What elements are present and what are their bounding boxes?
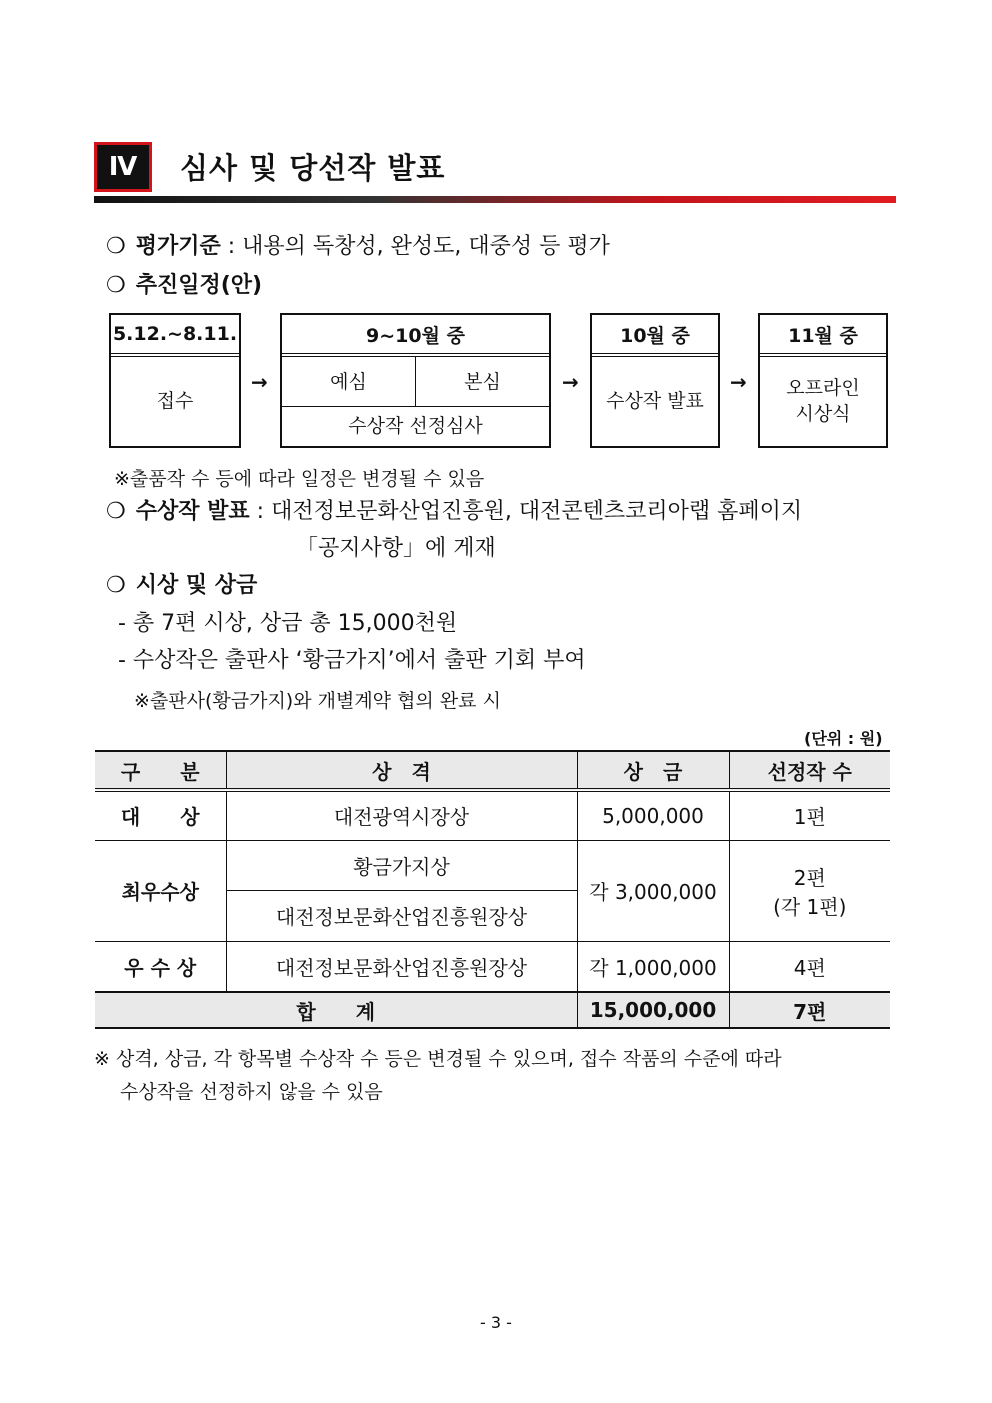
footnote-line2: 수상작을 선정하지 않을 수 있음 [120, 1081, 383, 1103]
header-prize: 상 금 [577, 751, 729, 790]
announcement-separator: : [249, 499, 272, 524]
preliminary-review: 예심 [282, 357, 416, 406]
step-date: 9~10월 중 [282, 315, 549, 357]
review-stages [282, 357, 549, 407]
schedule-step-ceremony [758, 313, 888, 448]
bullet-circle-icon: ❍ [106, 573, 126, 598]
row-prize: 5,000,000 [577, 790, 729, 840]
step-text [760, 357, 886, 444]
arrow-right-icon: → [730, 370, 747, 394]
announcement-label: 수상작 발표 [135, 499, 250, 524]
announcement-line2: 「공지사항」에 게재 [296, 536, 496, 561]
awards-item: - 수상작은 출판사 ‘황금가지’에서 출판 기회 부여 [118, 648, 586, 673]
row-count-line1: 2편 [793, 865, 826, 890]
row-award: 황금가지상 [226, 840, 577, 890]
bullet-circle-icon: ❍ [106, 273, 126, 298]
row-award: 대전광역시장상 [226, 790, 577, 840]
section-title: 심사 및 당선작 발표 [180, 151, 446, 185]
row-prize: 각 3,000,000 [577, 840, 729, 941]
awards-label: 시상 및 상금 [135, 573, 258, 598]
row-count: 4편 [729, 941, 890, 992]
row-count: 1편 [729, 790, 890, 840]
criteria-label: 평가기준 [135, 234, 221, 259]
step-date: 5.12.~8.11. [111, 315, 239, 357]
selection-review: 수상작 선정심사 [348, 414, 483, 437]
step-text: 접수 [156, 389, 194, 412]
bullet-circle-icon: ❍ [106, 499, 126, 524]
header-count: 선정작 수 [729, 751, 890, 790]
announcement-line [106, 498, 802, 526]
row-prize: 각 1,000,000 [577, 941, 729, 992]
total-count: 7편 [729, 992, 890, 1028]
criteria-separator: : [220, 234, 243, 259]
schedule-step-review [280, 313, 551, 448]
schedule-step-receipt [109, 313, 241, 448]
schedule-step-announcement [590, 313, 720, 448]
step-text-line1: 오프라인 [786, 376, 860, 399]
awards-heading [106, 572, 257, 600]
step-text-line2: 시상식 [795, 402, 851, 425]
table-row [95, 840, 890, 890]
table-row [95, 941, 890, 992]
schedule-note: ※출품작 수 등에 따라 일정은 변경될 수 있음 [114, 468, 485, 490]
awards-note: ※출판사(황금가지)와 개별계약 협의 완료 시 [134, 690, 501, 712]
bullet-circle-icon: ❍ [106, 234, 126, 259]
header-award: 상 격 [226, 751, 577, 790]
criteria-text: 내용의 독창성, 완성도, 대중성 등 평가 [242, 234, 610, 259]
row-category: 우 수 상 [95, 941, 226, 992]
header-category: 구 분 [95, 751, 226, 790]
criteria-line [106, 233, 610, 261]
section-number-badge: Ⅳ [94, 142, 152, 192]
awards-item: - 총 7편 시상, 상금 총 15,000천원 [118, 611, 458, 636]
table-total-row [95, 992, 890, 1028]
step-date: 11월 중 [760, 315, 886, 357]
row-count [729, 840, 890, 941]
row-category: 최우수상 [95, 840, 226, 941]
arrow-right-icon: → [562, 370, 579, 394]
section-divider [94, 196, 896, 203]
announcement-line1: 대전정보문화산업진흥원, 대전콘텐츠코리아랩 홈페이지 [271, 499, 803, 524]
table-header-row [95, 751, 890, 790]
footnote-line1: ※ 상격, 상금, 각 항목별 수상작 수 등은 변경될 수 있으며, 접수 작품의 수준에 따라 [94, 1048, 782, 1070]
step-text: 수상작 발표 [606, 389, 704, 412]
total-prize: 15,000,000 [577, 992, 729, 1028]
row-category: 대 상 [95, 790, 226, 840]
total-label: 합 계 [95, 992, 577, 1028]
row-award: 대전정보문화산업진흥원장상 [226, 941, 577, 992]
prize-table [95, 750, 890, 1029]
row-count-line2: (각 1편) [773, 894, 847, 919]
schedule-label: 추진일정(안) [135, 273, 263, 298]
table-row [95, 790, 890, 840]
schedule-heading [106, 272, 262, 300]
arrow-right-icon: → [251, 370, 268, 394]
final-review: 본심 [464, 370, 501, 393]
row-award: 대전정보문화산업진흥원장상 [226, 890, 577, 941]
step-date: 10월 중 [592, 315, 718, 357]
page-number: - 3 - [480, 1313, 512, 1332]
table-unit: (단위 : 원) [804, 729, 883, 748]
